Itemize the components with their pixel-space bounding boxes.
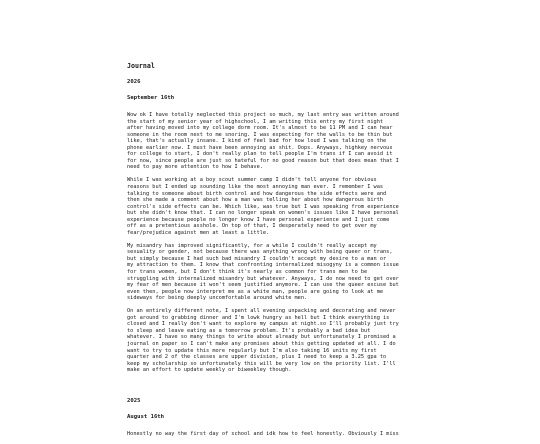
entry-date: September 16th [127,95,175,101]
entry-paragraph: My misandry has improved significantly, for a while I couldn't really accept my sexuality or gender, not because there was anything wrong with being queer or trans, but simply because I had such bad misandry I couldn't accept my desire to a man or my attraction to them. I know that confronting internalized misogyny is a common issue for trans women, but I don't think it's nearly as common for trans men to be struggling with internalized misandry but whatever. Anyways, I do now need to get over my fear of men because it won't seem justified anymore. I can use the queer excuse but even then, people now interpret me as a white man, people are going to look at me sideways for being deeply uncomfortable around white men. [127,242,399,302]
entry-year: 2026 [127,79,141,85]
journal-entry [127,79,417,374]
entry-date: August 16th [127,413,165,420]
entry-paragraph: While I was working at a boy scout summer camp I didn't tell anyone for obvious reasons but I ended up sounding like the most annoying man ever. I remember I was talking to someone about birth control and how dangerous the side effects were and then she made a comment about how a man was telling her about how dangerous birth control's side effects can be. Which like, was true but I was speaking from experience but she didn't know that. I can no longer speak on women's issues like I have personal experience because people no longer know I have personal experience and I just come off as a pretentious asshole. On top of that, I desperately need to get over my fear/prejudice against men at least a little. [127,177,399,236]
journal-entry [127,398,417,438]
journal-title: Journal [127,62,155,70]
entry-paragraph: Wow ok I have totally neglected this project so much, my last entry was written around the start of my senior year of highschool, I am writing this entry my first night after having moved into my college dorm room. It's almost to be 11 PM and I can hear someone in the room next to me snoring. I was expecting for the walls to be thin but like, that's actually insane. I kind of feel bad for how loud I was talking on the phone earlier now. I must have been annoying as shit. Oops. Anyways, highkey nervous for college to start, I don't really plan to tell people I'm trans if I can avoid it for now, since people are just so hateful for no good reason but that does mean that I need to pay more attention to how I behave. [127,112,399,171]
journal-page [127,62,417,444]
entry-paragraph: On an entirely different note, I spent all evening unpacking and decorating and never got around to grabbing dinner and I'm lowk hungry as hell but I think everything is closed and I really don't want to explore my campus at night.so I'll probably just try to sleep and leave eating as a tomorrow problem. It's probably a bad idea but whatever. I have so many things to write about already but unfortunately I promised a journal on paper so I can't make any promises about this getting updated at all. I do want to try to update this more regularly but I'm also taking 16 units my first quarter and 2 of the classes are upper division, plus I need to keep a 3.25 gpa to keep my scholarship so unfortunately this will be very low on the priority list. I'll make an effort to update weekly or biweekley though. [127,308,399,374]
entry-paragraph: Honestly no way the first day of school and idk how to feel honestly. Obviously I miss [127,430,399,437]
entry-year: 2025 [127,397,141,404]
